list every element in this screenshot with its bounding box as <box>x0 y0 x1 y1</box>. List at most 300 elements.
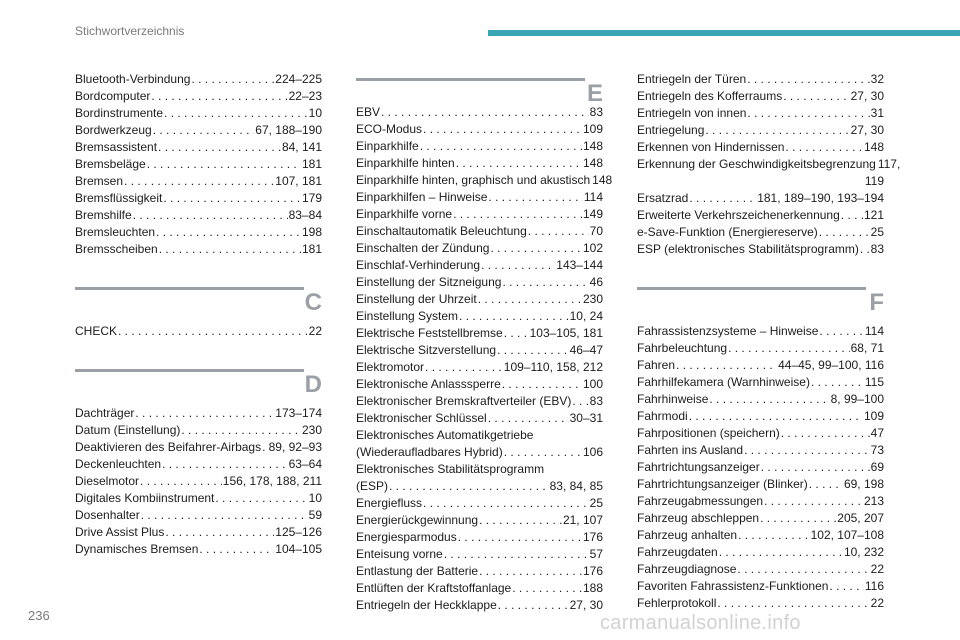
entry-label: Fahrmodi <box>637 409 688 423</box>
index-entry <box>637 340 884 357</box>
index-entry <box>75 139 322 156</box>
entry-pages: 103–105, 181 <box>529 326 603 340</box>
entry-label: Fahrzeugdaten <box>637 545 718 559</box>
entry-pages: 125–126 <box>275 525 322 539</box>
entry-label: Entriegeln der Heckklappe <box>356 598 497 612</box>
index-entry <box>637 88 884 105</box>
entry-pages: 10 <box>308 106 322 120</box>
leader-dots <box>512 580 582 597</box>
index-entry <box>75 156 322 173</box>
entry-pages: 109 <box>863 409 884 423</box>
entry-label: Elektrische Sitzverstellung <box>356 343 497 357</box>
entry-pages: 230 <box>301 423 322 437</box>
entry-pages: 31 <box>870 106 884 120</box>
entry-label: Fahrassistenzsysteme – Hinweise <box>637 324 819 338</box>
entry-label: Elektrische Feststellbremse <box>356 326 503 340</box>
entry-pages: 117, <box>877 157 901 171</box>
entry-pages: 109–110, 158, 212 <box>503 360 603 374</box>
entry-label: Deaktivieren des Beifahrer-Airbags <box>75 440 262 454</box>
leader-dots <box>488 189 582 206</box>
entry-pages: 116 <box>864 579 884 593</box>
index-entry <box>75 422 322 439</box>
leader-dots <box>783 88 849 105</box>
index-entry <box>356 257 603 274</box>
entry-label: CHECK <box>75 324 118 338</box>
entry-label: Fahrzeug anhalten <box>637 528 738 542</box>
leader-dots <box>689 408 863 425</box>
leader-dots <box>528 223 589 240</box>
entry-label: Bremsen <box>75 174 124 188</box>
page-number: 236 <box>28 608 50 623</box>
section-letter: F <box>869 289 884 316</box>
entry-label: Fahrhinweise <box>637 392 709 406</box>
entry-label: Bluetooth-Verbindung <box>75 72 191 86</box>
leader-dots <box>498 597 569 614</box>
watermark: carmanualsonline.info <box>600 612 801 634</box>
leader-dots <box>165 524 274 541</box>
entry-pages: 205, 207 <box>837 511 884 525</box>
leader-dots <box>458 529 582 546</box>
entry-pages: 47 <box>870 426 884 440</box>
index-entry <box>356 546 603 563</box>
leader-dots <box>162 456 288 473</box>
index-entry <box>356 223 603 240</box>
section-letter: C <box>304 289 322 316</box>
leader-dots <box>156 224 301 241</box>
entry-label: Entriegeln der Türen <box>637 72 747 86</box>
leader-dots <box>747 71 869 88</box>
entry-pages: 83–84 <box>288 208 322 222</box>
entry-pages: 83 <box>589 105 603 119</box>
index-entry <box>75 490 322 507</box>
entry-pages: 83 <box>870 242 884 256</box>
leader-dots <box>860 241 870 258</box>
index-entry <box>637 139 884 156</box>
entry-label: Bremsflüssigkeit <box>75 191 163 205</box>
entry-label: Elektronisches Automatikgetriebe <box>356 428 534 442</box>
entry-pages: 148 <box>582 156 603 170</box>
section-divider <box>75 369 304 372</box>
leader-dots <box>389 478 549 495</box>
entry-label: Bremsbeläge <box>75 157 146 171</box>
entry-label: Einstellung der Uhrzeit <box>356 292 477 306</box>
entry-label: Digitales Kombiinstrument <box>75 491 215 505</box>
index-entry <box>75 173 322 190</box>
entry-pages: 143–144 <box>556 258 603 272</box>
index-entry <box>356 291 603 308</box>
entry-pages: 69, 198 <box>843 477 884 491</box>
header-accent-bar <box>488 30 960 36</box>
entry-label: Fahrzeugabmessungen <box>637 494 764 508</box>
leader-dots <box>164 105 308 122</box>
leader-dots <box>158 139 281 156</box>
index-entry <box>356 308 603 325</box>
entry-pages: 73 <box>870 443 884 457</box>
index-entry <box>356 393 603 410</box>
section-letter: E <box>586 80 603 107</box>
entry-label: Fahrzeug abschleppen <box>637 511 760 525</box>
entry-label: ESP (elektronisches Stabilitätsprogramm) <box>637 242 859 256</box>
index-entry <box>356 461 603 495</box>
entry-label: Entriegeln von innen <box>637 106 747 120</box>
entry-pages: 8, 99–100 <box>830 392 884 406</box>
entry-label: Entlastung der Batterie <box>356 564 479 578</box>
entry-pages: 181, 189–190, 193–194 <box>757 191 884 205</box>
section-c <box>75 287 322 340</box>
index-entry <box>75 405 322 422</box>
entry-label: Fahrhilfekamera (Warnhinweise) <box>637 375 810 389</box>
leader-dots <box>676 357 777 374</box>
leader-dots <box>215 490 307 507</box>
leader-dots <box>737 561 869 578</box>
entry-pages: 10, 24 <box>569 309 603 323</box>
leader-dots <box>811 374 864 391</box>
leader-dots <box>453 206 582 223</box>
entry-pages: 27, 30 <box>569 598 603 612</box>
section-header <box>356 78 603 114</box>
leader-dots <box>135 405 274 422</box>
leader-dots <box>133 207 288 224</box>
page-header-title: Stichwortverzeichnis <box>75 24 185 38</box>
index-entry <box>356 274 603 291</box>
index-entry <box>75 88 322 105</box>
entry-pages: 22 <box>870 596 884 610</box>
leader-dots <box>819 224 870 241</box>
index-entry <box>75 241 322 258</box>
index-entry <box>356 172 613 189</box>
entry-label: Fahren <box>637 358 676 372</box>
entry-pages: 10 <box>308 491 322 505</box>
entry-label: Einparkhilfe vorne <box>356 207 453 221</box>
entry-pages: 224–225 <box>275 72 322 86</box>
index-entry <box>356 189 603 206</box>
leader-dots <box>761 459 870 476</box>
entry-label: Fahrtrichtungsanzeiger (Blinker) <box>637 477 808 491</box>
section-header <box>637 287 884 323</box>
entry-label: Bordinstrumente <box>75 106 164 120</box>
index-entry <box>356 529 603 546</box>
entry-pages: 46 <box>589 275 603 289</box>
entry-label-continued: (ESP) <box>356 479 389 493</box>
index-entry <box>637 408 884 425</box>
index-entry <box>637 561 884 578</box>
index-entry <box>637 510 884 527</box>
leader-dots <box>747 105 869 122</box>
index-entry <box>356 121 603 138</box>
index-entry <box>637 122 884 139</box>
entry-pages: 25 <box>589 496 603 510</box>
entry-label: Fahrzeugdiagnose <box>637 562 737 576</box>
entry-label: Energiesparmodus <box>356 530 457 544</box>
leader-dots <box>478 291 582 308</box>
index-entry <box>75 207 322 224</box>
entry-pages: 32 <box>870 72 884 86</box>
entry-label: Bordwerkzeug <box>75 123 152 137</box>
leader-dots <box>479 563 582 580</box>
entry-label: Elektronisches Stabilitätsprogramm <box>356 462 545 476</box>
entry-pages: 21, 107 <box>562 513 603 527</box>
entry-label: Deckenleuchten <box>75 457 162 471</box>
leader-dots <box>140 473 222 490</box>
entry-label: EBV <box>356 105 381 119</box>
index-entry <box>75 473 322 490</box>
index-entry <box>637 578 884 595</box>
leader-dots <box>689 190 756 207</box>
entry-label: Erweiterte Verkehrszeichenerkennung <box>637 208 840 222</box>
index-entry <box>356 359 603 376</box>
entry-pages: 67, 188–190 <box>255 123 322 137</box>
entry-label: Fehlerprotokoll <box>637 596 717 610</box>
entry-pages-continued: 119 <box>864 174 884 188</box>
leader-dots <box>459 308 569 325</box>
leader-dots <box>151 88 287 105</box>
entry-pages: 107, 181 <box>275 174 322 188</box>
index-entry <box>356 376 603 393</box>
entry-pages: 188 <box>582 581 603 595</box>
entry-pages: 106 <box>582 445 603 459</box>
index-entry <box>75 105 322 122</box>
leader-dots <box>163 190 301 207</box>
leader-dots <box>124 173 274 190</box>
leader-dots <box>199 541 274 558</box>
index-entry <box>356 206 603 223</box>
index-entry <box>637 595 884 612</box>
entry-label: Elektromotor <box>356 360 425 374</box>
entry-pages: 69 <box>870 460 884 474</box>
entry-label: Elektronische Anlasssperre <box>356 377 501 391</box>
entry-label: Drive Assist Plus <box>75 525 165 539</box>
entry-pages: 114 <box>583 190 603 204</box>
entry-label: Einparkhilfen – Hinweise <box>356 190 488 204</box>
entry-label: Elektronischer Schlüssel <box>356 411 487 425</box>
index-entry <box>356 597 603 614</box>
leader-dots <box>118 323 308 340</box>
index-entry <box>637 224 884 241</box>
leader-dots <box>709 391 829 408</box>
leader-dots <box>738 527 810 544</box>
entry-label: Bremshilfe <box>75 208 132 222</box>
index-entry <box>75 190 322 207</box>
entry-pages: 181 <box>301 242 322 256</box>
entry-label: Dachträger <box>75 406 135 420</box>
entry-label: Einparkhilfe <box>356 139 419 153</box>
section-f <box>637 287 884 612</box>
entry-label: Einschaltautomatik Beleuchtung <box>356 224 527 238</box>
index-entry <box>75 456 322 473</box>
entry-pages: 25 <box>870 225 884 239</box>
entry-pages: 63–64 <box>288 457 322 471</box>
entry-pages: 176 <box>582 530 603 544</box>
entries-b <box>75 71 322 258</box>
leader-dots <box>785 139 863 156</box>
index-entry <box>356 342 603 359</box>
section-e <box>356 78 613 614</box>
entry-pages: 83, 84, 85 <box>549 479 603 493</box>
entry-pages: 114 <box>864 324 884 338</box>
index-entry <box>75 71 322 88</box>
leader-dots <box>841 207 863 224</box>
leader-dots <box>781 425 870 442</box>
index-entry <box>637 391 884 408</box>
leader-dots <box>488 410 569 427</box>
index-entry <box>637 190 884 207</box>
entry-pages: 149 <box>582 207 603 221</box>
entry-pages: 83 <box>589 394 603 408</box>
leader-dots <box>490 240 582 257</box>
entry-pages: 100 <box>582 377 603 391</box>
entry-label: Entriegelung <box>637 123 705 137</box>
entry-label: Einstellung System <box>356 309 459 323</box>
index-entry <box>637 425 884 442</box>
leader-dots <box>744 442 870 459</box>
index-entry <box>637 156 901 190</box>
entry-pages: 102 <box>582 241 603 255</box>
entry-pages: 156, 178, 188, 211 <box>222 474 322 488</box>
leader-dots <box>481 257 555 274</box>
index-entry <box>75 224 322 241</box>
entries-e-cont <box>637 71 901 258</box>
index-entry <box>356 325 603 342</box>
index-entry <box>637 442 884 459</box>
entry-pages: 148 <box>863 140 884 154</box>
entry-label: Fahrpositionen (speichern) <box>637 426 780 440</box>
entry-pages: 179 <box>301 191 322 205</box>
entries-e <box>356 104 613 614</box>
leader-dots <box>760 510 836 527</box>
index-entry <box>637 527 884 544</box>
leader-dots <box>141 507 308 524</box>
entry-label: Einschalten der Zündung <box>356 241 490 255</box>
index-entry <box>637 374 884 391</box>
leader-dots <box>147 156 301 173</box>
entry-pages: 84, 141 <box>281 140 322 154</box>
index-entry <box>75 323 322 340</box>
entry-pages: 181 <box>301 157 322 171</box>
leader-dots <box>764 493 863 510</box>
entry-pages: 148 <box>582 139 603 153</box>
leader-dots <box>705 122 849 139</box>
entry-pages: 89, 92–93 <box>268 440 322 454</box>
entry-pages: 198 <box>301 225 322 239</box>
index-entry <box>637 493 884 510</box>
entry-pages: 230 <box>582 292 603 306</box>
leader-dots <box>456 155 582 172</box>
index-entry <box>356 512 603 529</box>
entry-pages: 27, 30 <box>850 89 884 103</box>
leader-dots <box>504 325 529 342</box>
entry-label: Entlüften der Kraftstoffanlage <box>356 581 512 595</box>
entry-label: Bremsleuchten <box>75 225 156 239</box>
entry-pages: 104–105 <box>275 542 322 556</box>
index-entry <box>356 495 603 512</box>
leader-dots <box>719 544 843 561</box>
index-entry <box>637 459 884 476</box>
entries-f <box>637 323 884 612</box>
entry-label: Favoriten Fahrassistenz-Funktionen <box>637 579 829 593</box>
entry-label: Fahrbeleuchtung <box>637 341 728 355</box>
entry-label: Fahrten ins Ausland <box>637 443 744 457</box>
leader-dots <box>420 138 582 155</box>
entry-label-continued: (Wiederaufladbares Hybrid) <box>356 445 503 459</box>
leader-dots <box>502 274 588 291</box>
leader-dots <box>444 546 589 563</box>
entry-label: e-Save-Funktion (Energiereserve) <box>637 225 818 239</box>
leader-dots <box>829 578 863 595</box>
leader-dots <box>502 376 582 393</box>
leader-dots <box>717 595 869 612</box>
leader-dots <box>262 439 268 456</box>
entry-label: ECO-Modus <box>356 122 423 136</box>
entry-label: Elektronischer Bremskraftverteiler (EBV) <box>356 394 572 408</box>
entry-pages: 148 <box>592 173 613 187</box>
index-entry <box>356 138 603 155</box>
entry-pages: 115 <box>864 375 884 389</box>
entry-label: Dieselmotor <box>75 474 140 488</box>
entry-pages: 59 <box>308 508 322 522</box>
entry-pages: 121 <box>863 208 884 222</box>
entries-d <box>75 405 322 558</box>
index-entry <box>356 580 603 597</box>
leader-dots <box>728 340 850 357</box>
entry-pages: 46–47 <box>569 343 603 357</box>
leader-dots <box>819 323 863 340</box>
entry-label: Bremsassistent <box>75 140 158 154</box>
section-d <box>75 369 322 558</box>
entry-pages: 57 <box>589 547 603 561</box>
entry-pages: 176 <box>582 564 603 578</box>
entry-label: Bordcomputer <box>75 89 151 103</box>
index-entry <box>356 240 603 257</box>
section-divider <box>356 78 585 81</box>
leader-dots <box>425 359 503 376</box>
index-entry <box>75 122 322 139</box>
index-entry <box>356 427 603 461</box>
leader-dots <box>572 393 588 410</box>
entry-label: Einparkhilfe hinten <box>356 156 455 170</box>
entry-label: Erkennen von Hindernissen <box>637 140 785 154</box>
index-entry <box>75 507 322 524</box>
entry-label: Entriegeln des Kofferraums <box>637 89 783 103</box>
section-letter: D <box>304 371 322 398</box>
entry-pages: 44–45, 99–100, 116 <box>778 358 884 372</box>
entry-pages: 27, 30 <box>850 123 884 137</box>
index-entry <box>637 544 884 561</box>
entry-pages: 102, 107–108 <box>810 528 884 542</box>
index-entry <box>637 207 884 224</box>
entry-pages: 173–174 <box>275 406 322 420</box>
index-entry <box>637 105 884 122</box>
entry-label: Einparkhilfe hinten, graphisch und akustisch <box>356 173 591 187</box>
section-header <box>75 287 322 323</box>
entry-pages: 109 <box>582 122 603 136</box>
entry-pages: 22–23 <box>288 89 322 103</box>
index-entry <box>637 323 884 340</box>
index-entry <box>637 476 884 493</box>
entry-label: Dosenhalter <box>75 508 140 522</box>
leader-dots <box>497 342 569 359</box>
leader-dots <box>423 495 589 512</box>
entry-label: Ersatzrad <box>637 191 689 205</box>
index-entry <box>75 524 322 541</box>
index-entry <box>75 439 322 456</box>
entry-label: Fahrtrichtungsanzeiger <box>637 460 760 474</box>
entry-pages: 10, 232 <box>843 545 884 559</box>
leader-dots <box>809 476 843 493</box>
leader-dots <box>423 121 582 138</box>
entry-pages: 70 <box>589 224 603 238</box>
leader-dots <box>181 422 301 439</box>
entry-label: Bremsscheiben <box>75 242 158 256</box>
